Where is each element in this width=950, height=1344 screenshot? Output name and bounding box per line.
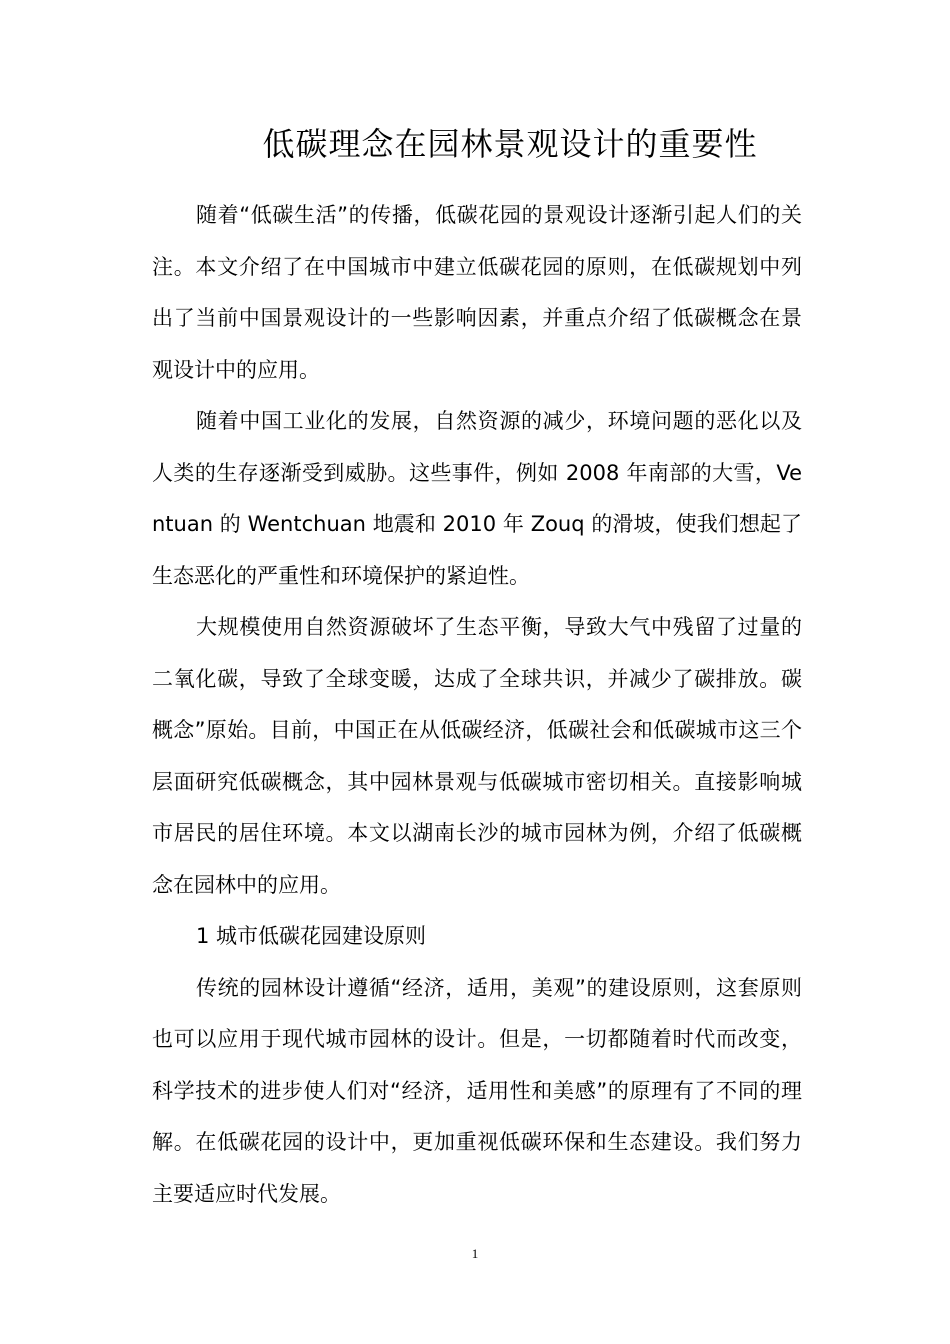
- paragraph-carbon: 大规模使用自然资源破坏了生态平衡，导致大气中残留了过量的二氧化碳，导致了全球变暖，达成了全球共识，并减少了碳排放。碳概念”原始。目前，中国正在从低碳经济，低碳社会和低碳城市这三个层面研究低碳概念，其中园林景观与低碳城市密切相关。直接影响城市居民的居住环境。本文以湖南长沙的城市园林为例，介绍了低碳概念在园林中的应用。: [152, 615, 802, 897]
- document-body: [152, 190, 802, 1220]
- paragraph-background: 随着中国工业化的发展，自然资源的减少，环境问题的恶化以及人类的生存逐渐受到威胁。这些事件，例如 2008 年南部的大雪，Ventuan 的 Wentchuan 地震和 2010 年 Zouq 的滑坡，使我们想起了生态恶化的严重性和环境保护的紧迫性。: [152, 409, 802, 588]
- page-number: 1: [471, 1246, 479, 1261]
- section-heading: 1 城市低碳花园建设原则: [196, 924, 427, 948]
- document-title: 低碳理念在园林景观设计的重要性: [262, 125, 758, 163]
- paragraph-principles: 传统的园林设计遵循“经济，适用，美观”的建设原则，这套原则也可以应用于现代城市园林的设计。但是，一切都随着时代而改变，科学技术的进步使人们对“经济，适用性和美感”的原理有了不同的理解。在低碳花园的设计中，更加重视低碳环保和生态建设。我们努力主要适应时代发展。: [152, 975, 802, 1206]
- paragraph-intro: 随着“低碳生活”的传播，低碳花园的景观设计逐渐引起人们的关注。本文介绍了在中国城市中建立低碳花园的原则，在低碳规划中列出了当前中国景观设计的一些影响因素，并重点介绍了低碳概念在景观设计中的应用。: [152, 203, 802, 382]
